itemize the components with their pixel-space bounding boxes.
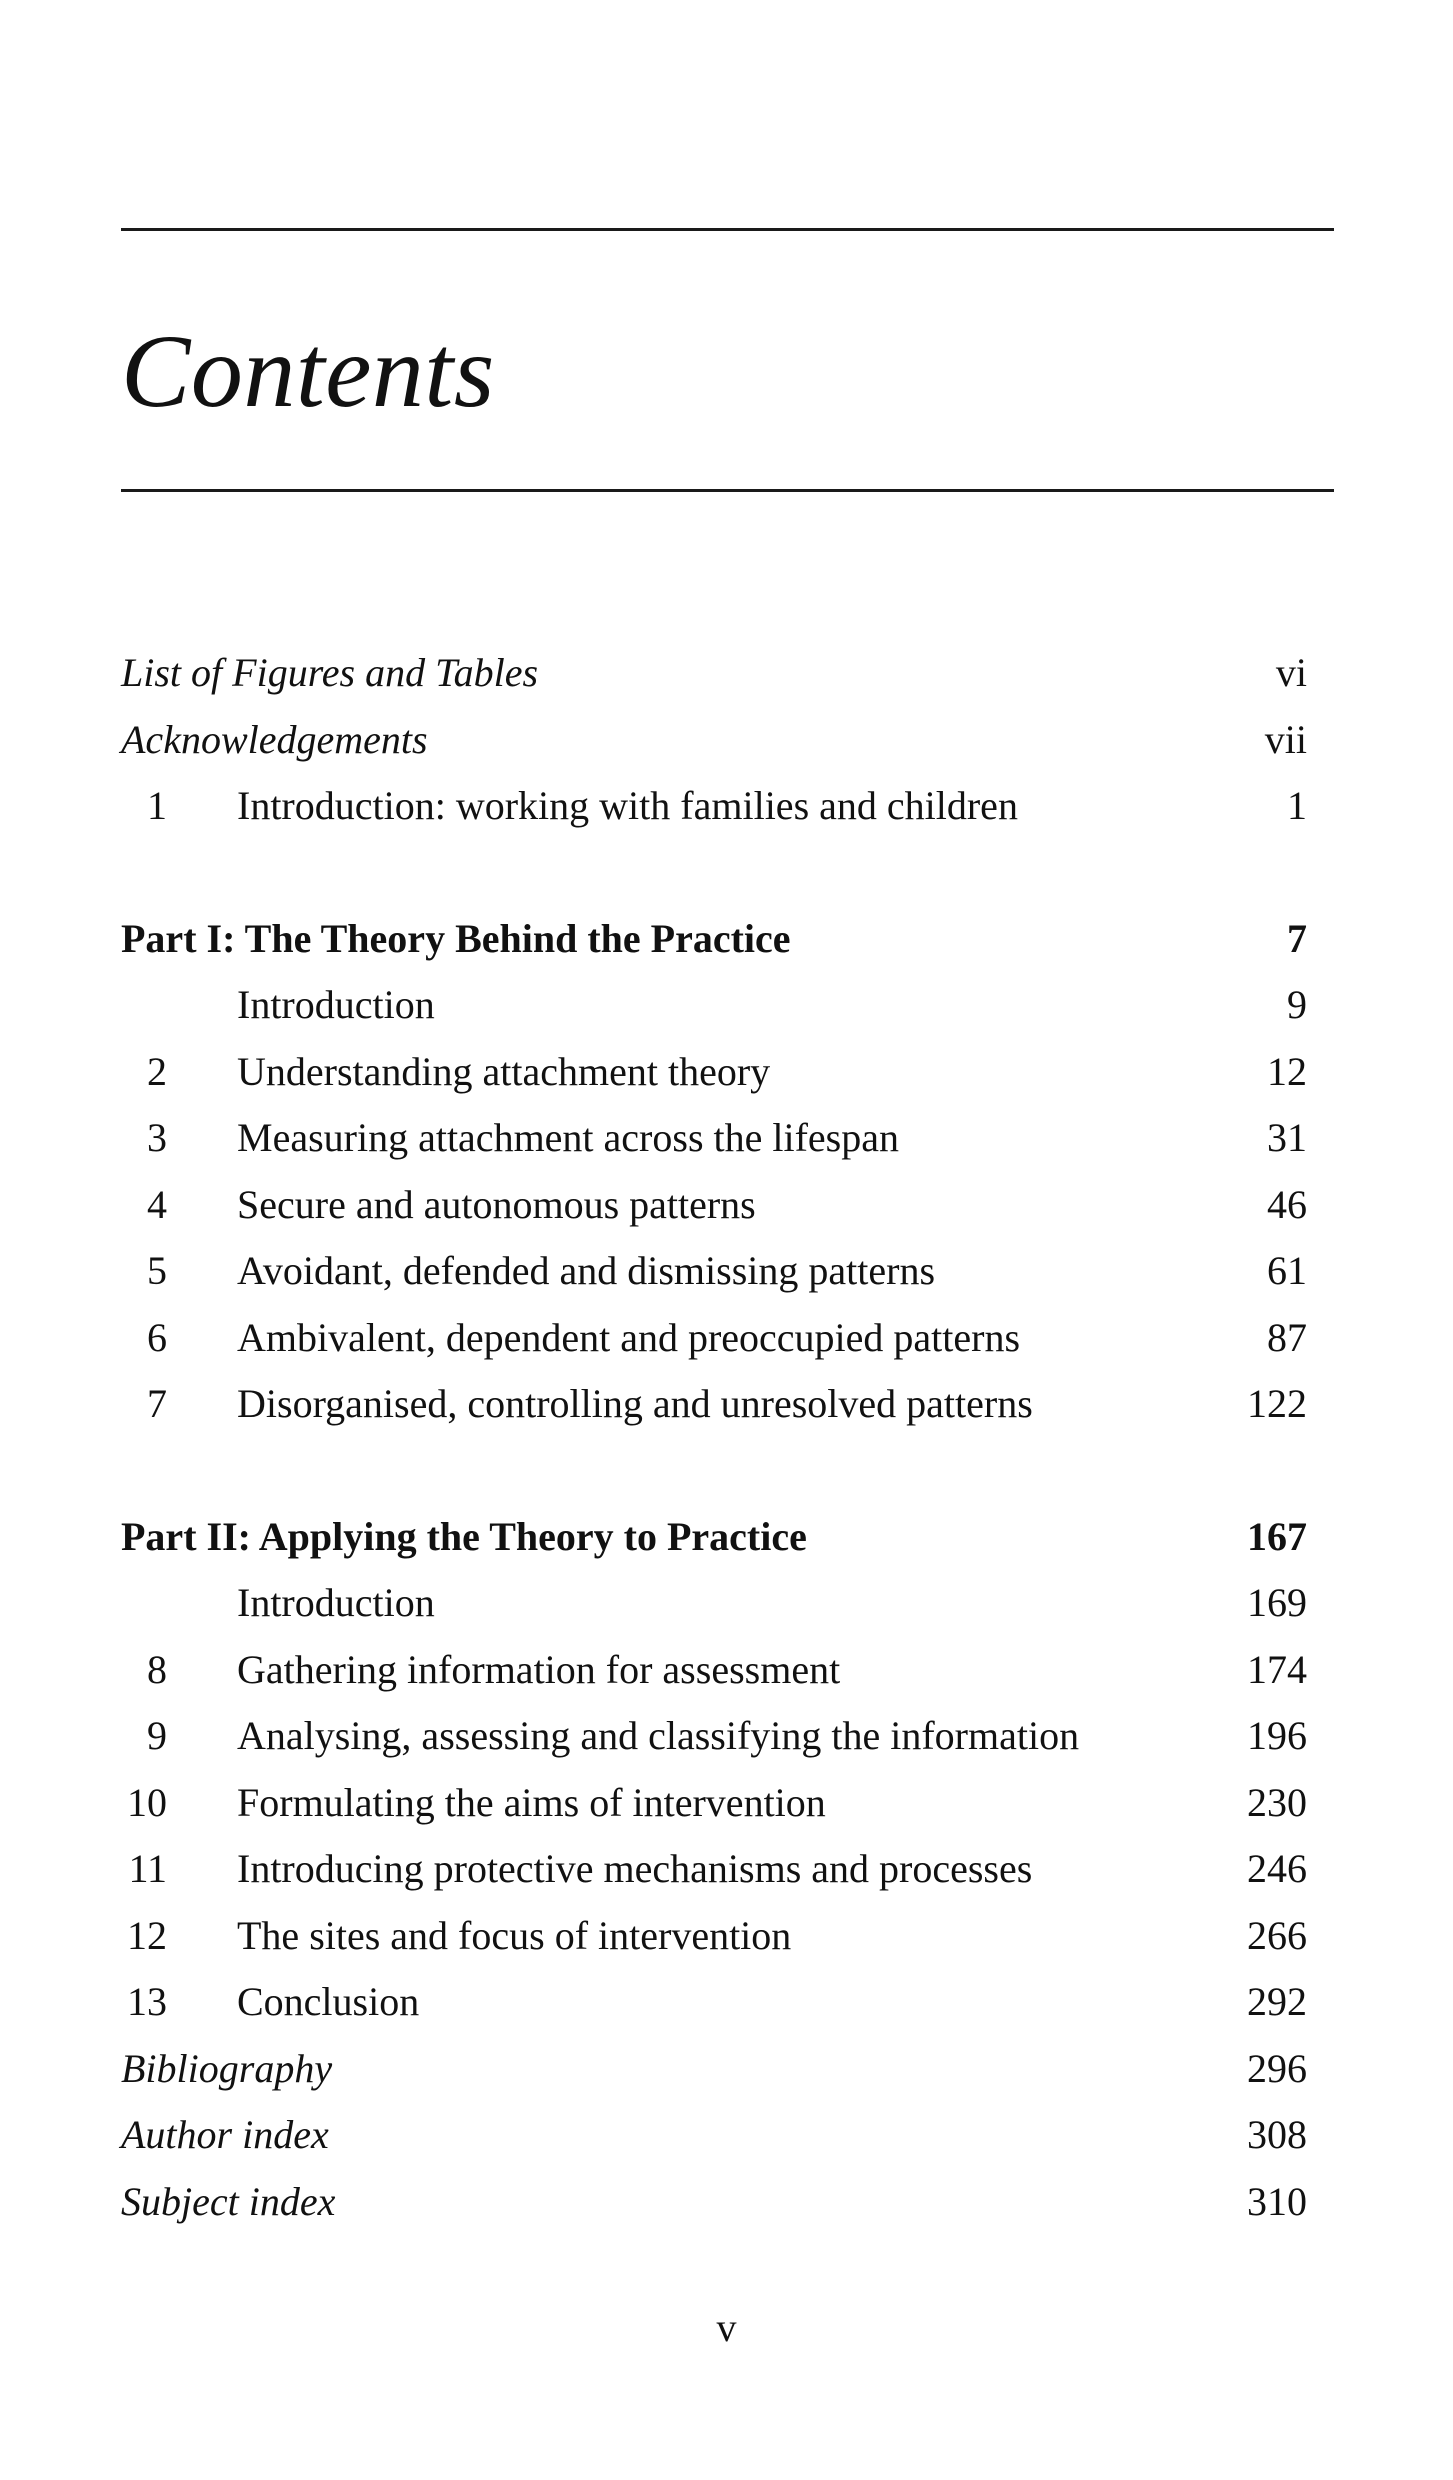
- section-gap: [121, 1438, 1307, 1504]
- toc-entry-chapter-5[interactable]: [121, 1238, 1307, 1305]
- toc-entry-chapter-3[interactable]: [121, 1105, 1307, 1172]
- toc-entry-page: 174: [1247, 1646, 1307, 1692]
- toc-entry-page: 310: [1247, 2178, 1307, 2224]
- toc-entry-page: 31: [1267, 1115, 1307, 1160]
- toc-part-1-heading[interactable]: [121, 906, 1307, 973]
- toc-entry-label: Disorganised, controlling and unresolved patterns: [237, 1381, 1033, 1426]
- toc-entry-label: List of Figures and Tables: [121, 650, 539, 695]
- toc-entry-page: 122: [1247, 1381, 1307, 1426]
- chapter-number: 4: [147, 1181, 167, 1227]
- chapter-number: 8: [147, 1646, 167, 1692]
- chapter-number: 12: [127, 1912, 167, 1958]
- toc-entry-label: Introduction: [237, 982, 435, 1027]
- part-heading-label: Part I: The Theory Behind the Practice: [121, 915, 791, 961]
- toc-entry-page: 169: [1247, 1580, 1307, 1625]
- toc-entry-label: Analysing, assessing and classifying the information: [237, 1713, 1080, 1758]
- toc-entry-label: Understanding attachment theory: [237, 1048, 771, 1094]
- toc-entry-page: 46: [1267, 1181, 1307, 1227]
- toc-entry-label: Author index: [121, 2112, 329, 2157]
- chapter-number: 10: [127, 1779, 167, 1825]
- toc-entry-label: Introduction: [237, 1580, 435, 1625]
- toc-entry-label: Bibliography: [121, 2045, 333, 2091]
- toc-entry-page: 296: [1247, 2045, 1307, 2091]
- part-heading-label: Part II: Applying the Theory to Practice: [121, 1513, 807, 1559]
- toc-entry-author-index[interactable]: [121, 2102, 1307, 2169]
- chapter-number: 1: [147, 783, 167, 828]
- toc-entry-label: Introducing protective mechanisms and processes: [237, 1846, 1033, 1891]
- toc-entry-label: The sites and focus of intervention: [237, 1912, 792, 1958]
- toc-entry-label: Acknowledgements: [121, 716, 428, 762]
- toc-entry-page: 266: [1247, 1912, 1307, 1958]
- toc-entry-label: Formulating the aims of intervention: [237, 1779, 826, 1825]
- chapter-number: 13: [127, 1979, 167, 2024]
- chapter-number: 9: [147, 1713, 167, 1758]
- toc-entry-page: 196: [1247, 1713, 1307, 1758]
- toc-entry-part-1-introduction[interactable]: [121, 972, 1307, 1039]
- toc-entry-chapter-7[interactable]: [121, 1371, 1307, 1438]
- toc-entry-chapter-6[interactable]: [121, 1305, 1307, 1372]
- top-rule: [121, 228, 1334, 231]
- toc-entry-chapter-4[interactable]: [121, 1172, 1307, 1239]
- page-title: Contents: [121, 314, 495, 429]
- toc-part-2-heading[interactable]: [121, 1504, 1307, 1571]
- toc-entry-label: Introduction: working with families and children: [237, 783, 1018, 828]
- toc-entry-label: Ambivalent, dependent and preoccupied patterns: [237, 1314, 1021, 1360]
- toc-entry-chapter-10[interactable]: [121, 1770, 1307, 1837]
- toc-entry-chapter-12[interactable]: [121, 1903, 1307, 1970]
- toc-entry-list-of-figures[interactable]: [121, 640, 1307, 707]
- toc-entry-page: vii: [1264, 716, 1307, 762]
- toc-entry-subject-index[interactable]: [121, 2169, 1307, 2236]
- toc-entry-chapter-9[interactable]: [121, 1703, 1307, 1770]
- toc-entry-page: 308: [1247, 2112, 1307, 2157]
- toc-entry-page: 61: [1267, 1248, 1307, 1293]
- toc-entry-label: Subject index: [121, 2178, 336, 2224]
- toc-entry-label: Gathering information for assessment: [237, 1646, 841, 1692]
- toc-entry-label: Measuring attachment across the lifespan: [237, 1115, 899, 1160]
- toc-entry-page: 246: [1247, 1846, 1307, 1891]
- toc-entry-chapter-11[interactable]: [121, 1836, 1307, 1903]
- chapter-number: 7: [147, 1381, 167, 1426]
- section-gap: [121, 840, 1307, 906]
- toc-entry-page: 9: [1287, 982, 1307, 1027]
- chapter-number: 5: [147, 1248, 167, 1293]
- toc-entry-page: 87: [1267, 1314, 1307, 1360]
- toc-entry-part-2-introduction[interactable]: [121, 1570, 1307, 1637]
- toc-entry-chapter-13[interactable]: [121, 1969, 1307, 2036]
- chapter-number: 2: [147, 1048, 167, 1094]
- toc-entry-label: Conclusion: [237, 1979, 420, 2024]
- part-heading-page: 167: [1247, 1513, 1307, 1559]
- chapter-number: 11: [128, 1846, 167, 1891]
- toc-entry-label: Avoidant, defended and dismissing patterns: [237, 1248, 936, 1293]
- toc-entry-page: 230: [1247, 1779, 1307, 1825]
- toc-entry-chapter-8[interactable]: [121, 1637, 1307, 1704]
- toc-entry-bibliography[interactable]: [121, 2036, 1307, 2103]
- toc-entry-chapter-1[interactable]: [121, 773, 1307, 840]
- toc-entry-page: 1: [1287, 783, 1307, 828]
- toc-entry-label: Secure and autonomous patterns: [237, 1181, 756, 1227]
- part-heading-page: 7: [1287, 915, 1307, 961]
- title-underline-rule: [121, 489, 1334, 492]
- toc-entry-acknowledgements[interactable]: [121, 707, 1307, 774]
- chapter-number: 3: [147, 1115, 167, 1160]
- chapter-number: 6: [147, 1314, 167, 1360]
- table-of-contents: [121, 640, 1307, 2235]
- toc-entry-page: 292: [1247, 1979, 1307, 2024]
- toc-entry-page: 12: [1267, 1048, 1307, 1094]
- toc-entry-page: vi: [1275, 650, 1307, 695]
- page-number: v: [716, 2305, 737, 2350]
- toc-entry-chapter-2[interactable]: [121, 1039, 1307, 1106]
